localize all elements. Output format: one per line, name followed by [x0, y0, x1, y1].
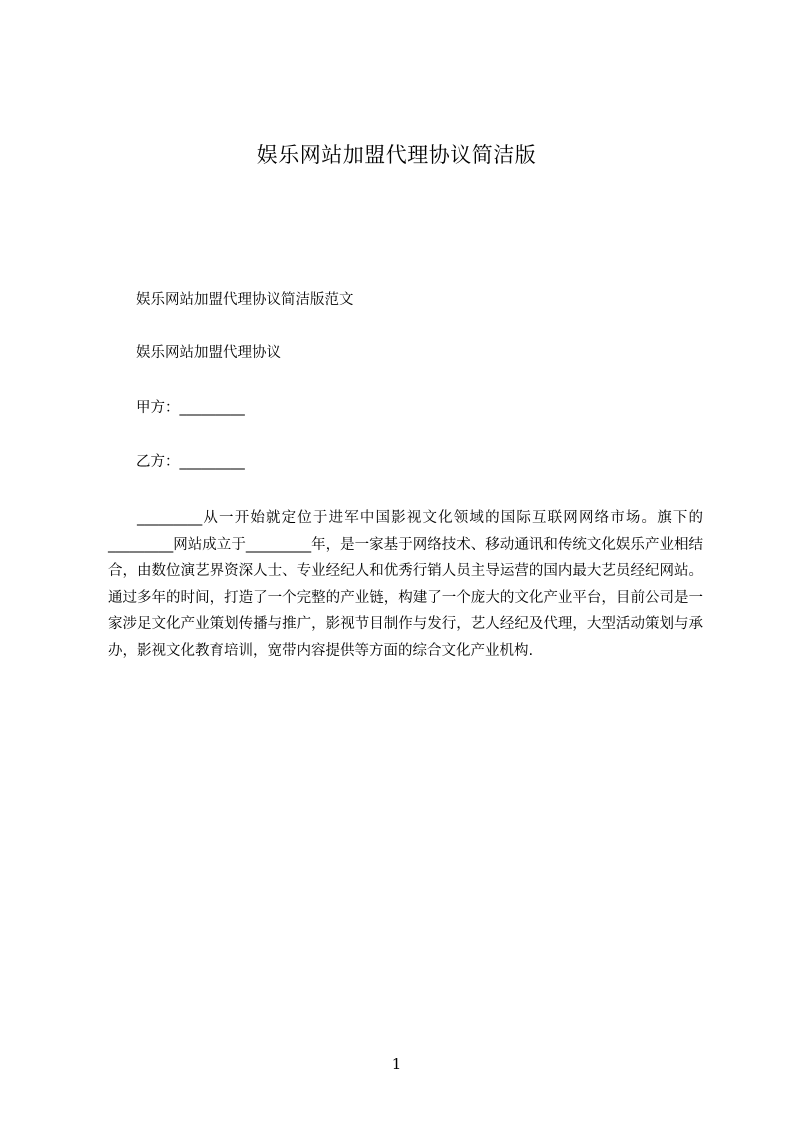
document-title: 娱乐网站加盟代理协议简洁版: [256, 143, 537, 167]
body-paragraph: _________从一开始就定位于进军中国影视文化领域的国际互联网网络市场。旗下的_________网站成立于_________年，是一家基于网络技术、移动通讯和传统文化娱乐产业相结合，由数位演艺界资深人士、专业经纪人和优秀行销人员主导运营的国内最大艺员经纪网站。通过多年的时间，打造了一个完整的产业链，构建了一个庞大的文化产业平台，目前公司是一家涉足文化产业策划传播与推广，影视节目制作与发行，艺人经纪及代理，大型活动策划与承办，影视文化教育培训，宽带内容提供等方面的综合文化产业机构.: [108, 510, 703, 659]
party-b-line: 乙方：_________: [136, 454, 245, 470]
page-number: 1: [391, 1055, 402, 1073]
party-a-line: 甲方：_________: [136, 400, 245, 416]
document-subtitle: 娱乐网站加盟代理协议简洁版范文: [136, 292, 354, 308]
agreement-heading: 娱乐网站加盟代理协议: [136, 345, 281, 361]
